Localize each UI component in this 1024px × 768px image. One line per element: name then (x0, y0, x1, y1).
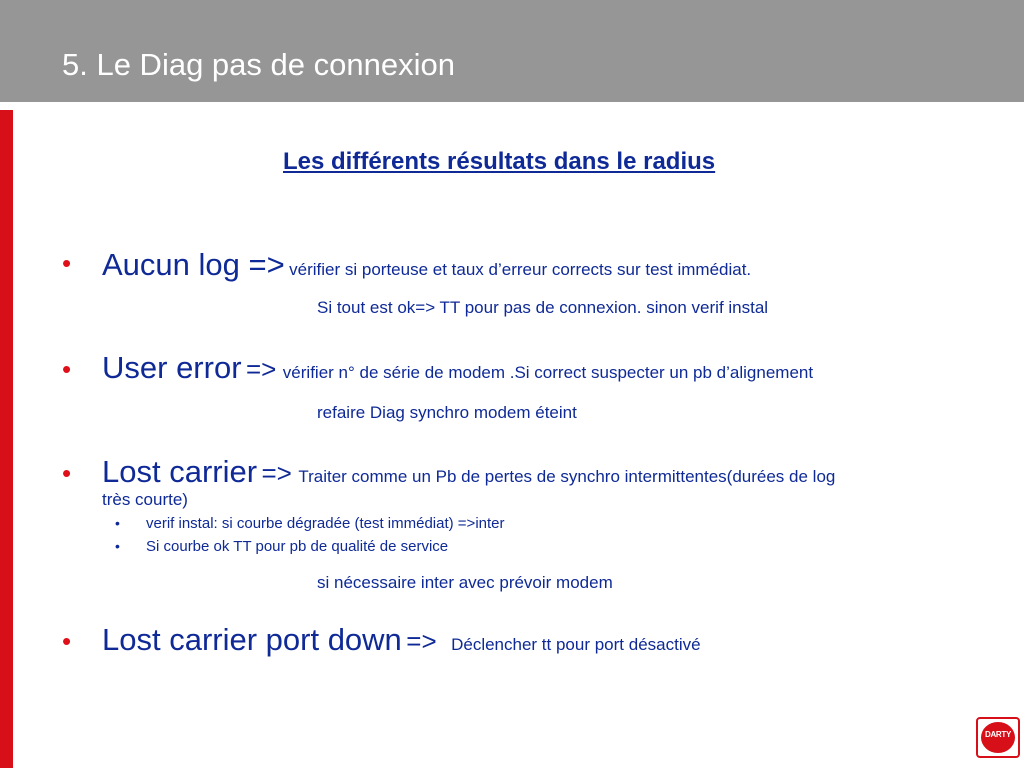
item-continuation: Si tout est ok=> TT pour pas de connexion. sinon verif instal (317, 298, 769, 317)
bullet-marker: • (62, 626, 72, 656)
list-item (102, 454, 835, 490)
bullet-marker: • (62, 354, 72, 384)
item-detail: Déclencher tt pour port désactivé (451, 635, 701, 654)
sub-list-item: Si courbe ok TT pour pb de qualité de service (146, 538, 449, 555)
list-item (102, 622, 701, 658)
bullet-marker: • (62, 458, 72, 488)
list-item (102, 350, 813, 386)
item-continuation: refaire Diag synchro modem éteint (317, 403, 577, 422)
bullet-marker: • (62, 248, 72, 278)
item-label: Lost carrier (102, 454, 258, 489)
slide-header (0, 0, 1024, 102)
item-label: Aucun log => (102, 247, 285, 282)
item-detail: vérifier n° de série de modem .Si correct suspecter un pb d’alignement (282, 363, 814, 382)
logo-text: DARTY (984, 730, 1012, 739)
logo-badge (981, 722, 1015, 753)
item-detail: Traiter comme un Pb de pertes de synchro intermittentes(durées de log (298, 467, 836, 486)
item-detail-wrap: très courte) (102, 490, 188, 509)
item-label: User error (102, 350, 242, 385)
slide-title: 5. Le Diag pas de connexion (62, 47, 455, 82)
item-arrow: => (406, 626, 437, 656)
item-continuation: si nécessaire inter avec prévoir modem (317, 573, 613, 592)
darty-logo (976, 717, 1020, 758)
left-accent-bar (0, 110, 13, 768)
item-label: Lost carrier port down (102, 622, 402, 657)
sub-list-item: verif instal: si courbe dégradée (test immédiat) =>inter (146, 515, 505, 532)
sub-bullet-marker: • (115, 515, 120, 531)
item-arrow: => (261, 458, 292, 488)
item-detail: vérifier si porteuse et taux d’erreur corrects sur test immédiat. (289, 260, 752, 279)
sub-bullet-marker: • (115, 538, 120, 554)
list-item (102, 247, 751, 283)
item-arrow: => (245, 354, 277, 384)
slide-subtitle: Les différents résultats dans le radius (283, 148, 716, 175)
